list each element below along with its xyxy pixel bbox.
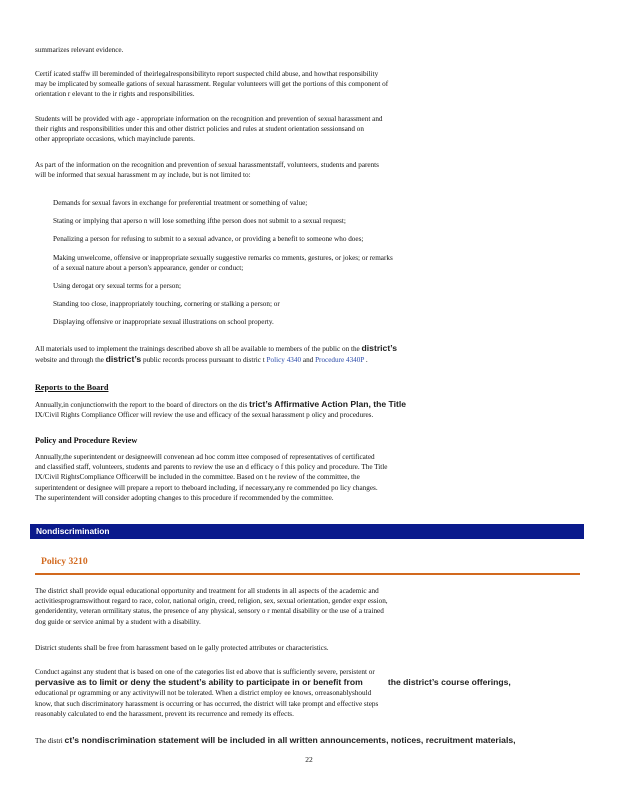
text-line: may be implicated by somealle gations of sexual harassment. Regular volunteers will get the portions of this component of <box>35 80 389 89</box>
text-line: Conduct against any student that is based on one of the categories list ed above that is sufficiently severe, persistent or <box>35 668 375 676</box>
text-line: IX/Civil RightsCompliance Officerwill be included in the committee. Based on t he review of the committee, the <box>35 473 360 482</box>
list-item: Demands for sexual favors in exchange for preferential treatment or something of value; <box>53 199 308 207</box>
paragraph-reports <box>35 399 583 420</box>
list-item: Standing too close, inappropriately touching, cornering or stalking a person; or <box>53 300 280 309</box>
list-item: Displaying offensive or inappropriate sexual illustrations on school property. <box>53 318 274 327</box>
list-item: Penalizing a person for refusing to submit to a sexual advance, or providing a benefit to someone who does; <box>53 235 364 244</box>
text-line: The superintendent will consider adopting changes to this procedure if recommended by the committee. <box>35 493 334 502</box>
paragraph-nondiscrimination-statement <box>35 735 583 746</box>
text-line: their rights and responsibilities under this and other district policies and rules at student orientation sessionsand on <box>35 125 364 134</box>
text-line: Annually,in conjunctionwith the report to the board of directors on the dis trict’s Affirmative Action Plan, the Title <box>35 399 407 409</box>
paragraph-materials <box>35 343 583 365</box>
text-line: website and through the district’s public records process pursuant to distric t Policy 4340 and Procedure 4340P . <box>35 354 368 365</box>
paragraph-certificated-staff <box>35 69 583 100</box>
text-line: summarizes relevant evidence. <box>35 46 124 54</box>
text-line: Certif icated staffw ill bereminded of theirlegalresponsibilityto report suspected child abuse, and howthat responsibility <box>35 70 379 78</box>
paragraph-conduct <box>35 667 583 719</box>
text-line: orientation r elevant to the ir rights and responsibilities. <box>35 90 195 99</box>
paragraph-information <box>35 160 583 180</box>
policy-title: Policy 3210 <box>41 556 88 567</box>
text-line: other appropriate occasions, which mayinclude parents. <box>35 135 195 144</box>
paragraph-review <box>35 452 583 503</box>
paragraph-equal-opportunity <box>35 586 583 627</box>
text-line: Students will be provided with age - appropriate information on the recognition and prevention of sexual harassment and <box>35 115 383 123</box>
text-line: As part of the information on the recognition and prevention of sexual harassmentstaff, volunteers, students and parents <box>35 161 379 169</box>
list-item: Making unwelcome, offensive or inappropriate sexually suggestive remarks co mments, gestures, or jokes; or remarks of a sexual nature about a person's appearance, gender or conduct; <box>53 253 393 272</box>
text-line: Annually,the superintendent or designeewill convenean ad hoc comm ittee composed of representatives of certificated <box>35 453 375 461</box>
text-line: All materials used to implement the trainings described above sh all be available to members of the public on the district’s <box>35 343 398 353</box>
page-number: 22 <box>305 755 313 764</box>
heading-reports-to-board: Reports to the Board <box>35 383 109 392</box>
text-line: The distri ct’s nondiscrimination statement will be included in all written announcements, notices, recruitment materials, <box>35 735 516 745</box>
harassment-examples-list <box>35 198 583 336</box>
text-line: will be informed that sexual harassment m ay include, but is not limited to: <box>35 171 251 180</box>
paragraph-free-from-harassment <box>35 643 583 653</box>
text-line: educational pr ogramming or any activitywill not be tolerated. When a district employ ee knows, orreasonablyshould <box>35 689 372 698</box>
text-line: and classified staff, volunteers, students and parents to review the use an d efficacy o f this policy and procedure. The Title <box>35 463 388 472</box>
policy-4340-link[interactable]: Policy 4340 <box>266 356 302 365</box>
procedure-4340p-link[interactable]: Procedure 4340P <box>315 356 365 365</box>
list-item: Using derogat ory sexual terms for a person; <box>53 282 181 291</box>
section-banner-nondiscrimination: Nondiscrimination <box>30 524 584 539</box>
text-line: The district shall provide equal educational opportunity and treatment for all students in all aspects of the academic and <box>35 587 379 595</box>
title-divider <box>35 573 580 575</box>
text-line: pervasive as to limit or deny the student’s ability to participate in or benefit from the district’s course offerings, <box>35 677 511 688</box>
text-line: know, that such discriminatory harassment is occurring or has occurred, the district will take prompt and effective steps <box>35 699 379 708</box>
text-line: reasonably calculated to end the harassment, prevent its recurrence and remedy its effects. <box>35 709 294 718</box>
text-line: District students shall be free from harassment based on le gally protected attributes or characteristics. <box>35 644 329 652</box>
summary-fragment <box>35 45 583 55</box>
text-line: dog guide or service animal by a student with a disability. <box>35 617 201 626</box>
heading-policy-procedure-review: Policy and Procedure Review <box>35 436 138 445</box>
paragraph-students <box>35 114 583 145</box>
list-item: Stating or implying that aperso n will lose something ifthe person does not submit to a sexual request; <box>53 217 346 226</box>
text-line: superintendent or designee will prepare a report to theboard including, if necessary,any re commended po licy changes. <box>35 483 378 492</box>
text-line: activitiesprogramswithout regard to race, color, national origin, creed, religion, sex, sexual orientation, gender expr ession, <box>35 597 388 606</box>
text-line: genderidentity, veteran ormilitary status, the presence of any physical, sensory o r mental disability or the use of a trained <box>35 607 384 616</box>
text-line: IX/Civil Rights Compliance Officer will review the use and efficacy of the sexual harassment p olicy and procedures. <box>35 411 374 420</box>
